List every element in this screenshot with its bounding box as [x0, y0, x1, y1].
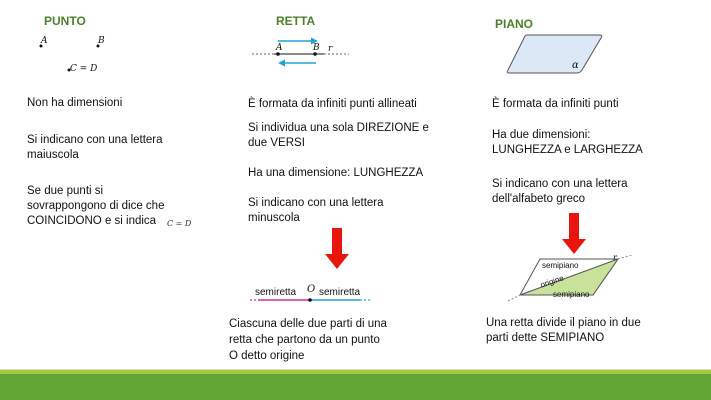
piano-text-dimensions-1: Ha due dimensioni: — [492, 129, 591, 141]
inline-cd-label: C = D — [167, 219, 192, 228]
piano-text-dimensions-2: LUNGHEZZA e LARGHEZZA — [492, 144, 643, 156]
retta-text-direction-1: Si individua una sola DIREZIONE e — [248, 122, 429, 134]
piano-text-semipiano-2: parti dette SEMIPIANO — [486, 332, 605, 344]
point-b-label: B — [98, 36, 105, 46]
piano-text-notation-2: dell'alfabeto greco — [492, 193, 585, 205]
retta-text-semiretta-2: retta che partono da un punto — [229, 334, 380, 346]
punto-text-notation-1: Si indicano con una lettera — [27, 134, 163, 146]
punto-text-coincide-2: sovrappongono di dice che — [27, 200, 165, 212]
piano-text-notation-1: Si indicano con una lettera — [492, 178, 628, 190]
point-cd-label: C = D — [70, 64, 98, 74]
origin-label: O — [307, 284, 316, 295]
plane-diagram-icon — [505, 34, 605, 74]
semipiano-bottom-label: semipiano — [553, 290, 590, 299]
retta-text-points: È formata da infiniti punti allineati — [248, 98, 417, 110]
retta-title: RETTA — [276, 14, 316, 28]
punto-text-coincide-1: Se due punti si — [27, 185, 104, 197]
arrow-right-icon — [278, 38, 318, 45]
piano-text-semipiano-1: Una retta divide il piano in due — [486, 317, 641, 329]
punto-text-dimensions: Non ha dimensioni — [27, 97, 123, 109]
punto-text-notation-2: maiuscola — [27, 149, 79, 161]
origine-label: origine — [539, 273, 565, 290]
retta-text-notation-2: minuscola — [248, 212, 300, 224]
semiretta-left-label: semiretta — [255, 287, 297, 298]
piano-title: PIANO — [495, 17, 534, 31]
point-a-label: A — [41, 36, 48, 46]
retta-text-notation-1: Si indicano con una lettera — [248, 197, 384, 209]
footer-bar — [0, 374, 711, 400]
semiretta-right-label: semiretta — [319, 287, 361, 298]
retta-text-semiretta-3: O detto origine — [229, 350, 305, 362]
piano-text-points: È formata da infiniti punti — [492, 98, 619, 110]
arrow-left-icon — [278, 60, 316, 67]
retta-diagram — [250, 36, 350, 72]
retta-r-label: r — [328, 44, 333, 54]
down-arrow-icon — [562, 213, 586, 255]
retta-text-semiretta-1: Ciascuna delle due parti di una — [229, 318, 387, 330]
punto-title: PUNTO — [44, 14, 86, 28]
retta-a-label: A — [276, 43, 283, 53]
piano-r-label: r — [613, 253, 617, 262]
retta-text-direction-2: due VERSI — [248, 137, 305, 149]
down-arrow-icon — [325, 228, 349, 270]
punto-text-coincide-3: COINCIDONO e si indica — [27, 215, 157, 227]
semipiano-top-label: semipiano — [542, 261, 579, 270]
retta-text-length: Ha una dimensione: LUNGHEZZA — [248, 167, 424, 179]
retta-b-label: B — [313, 43, 320, 53]
alpha-label: α — [572, 60, 579, 71]
